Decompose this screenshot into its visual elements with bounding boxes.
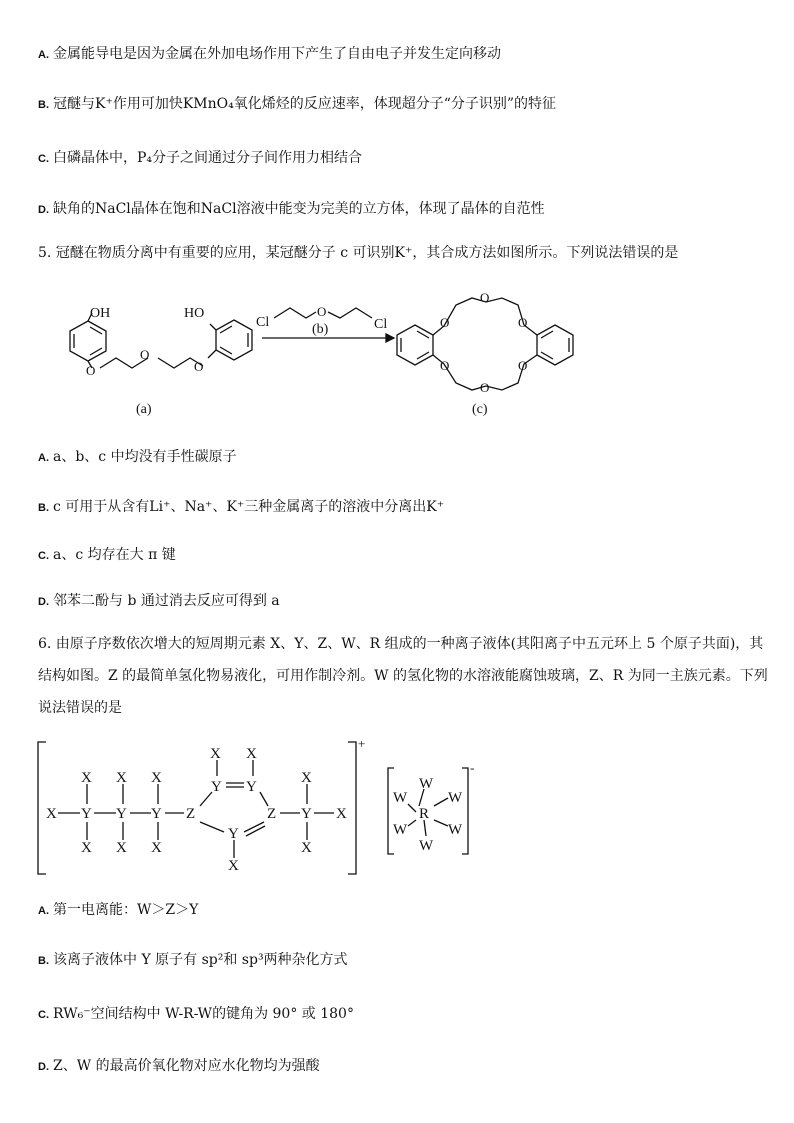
option-label: D. (38, 596, 49, 608)
atom-w: W (448, 790, 463, 806)
atom-x: X (301, 770, 312, 786)
option-text: 邻苯二酚与 b 通过消去反应可得到 a (53, 593, 280, 609)
atom-z: Z (186, 806, 196, 822)
atom-w: W (448, 822, 463, 838)
atom-x: X (46, 806, 57, 822)
q5-option-a (38, 447, 237, 468)
oxygen-label: O (480, 380, 490, 395)
q6-option-d (38, 1056, 320, 1077)
option-text: Z、W 的最高价氧化物对应水化物均为强酸 (53, 1058, 320, 1074)
q6-stem-line2: 结构如图。Z 的最简单氢化物易液化，可用作制冷剂。W 的氢化物的水溶液能腐蚀玻璃，Z、R 为同一主族元素。下列 (38, 668, 768, 684)
option-label: A. (38, 49, 49, 61)
atom-y: Y (211, 779, 222, 795)
q4-option-b (38, 94, 556, 115)
q5-option-c (38, 545, 176, 566)
option-text: a、b、c 中均没有手性碳原子 (53, 449, 237, 465)
atom-w: W (393, 790, 408, 806)
atom-x: X (336, 806, 347, 822)
option-text: 冠醚与K⁺作用可加快KMnO₄氧化烯烃的反应速率，体现超分子“分子识别”的特征 (53, 96, 557, 112)
benzene-ring-c-right (537, 325, 573, 365)
option-label: B. (38, 955, 49, 967)
charge-plus: + (358, 736, 366, 751)
atom-x: X (246, 746, 257, 762)
option-text: RW₆⁻空间结构中 W-R-W的键角为 90° 或 180° (53, 1006, 354, 1022)
oxygen-label: O (86, 363, 96, 378)
q6-option-b (38, 950, 348, 971)
atom-y: Y (301, 806, 312, 822)
hydroxyl-label: OH (90, 306, 111, 321)
atom-x: X (81, 770, 92, 786)
oxygen-label: O (194, 359, 204, 374)
option-text: 该离子液体中 Y 原子有 sp²和 sp³两种杂化方式 (53, 952, 348, 968)
option-label: C. (38, 1009, 49, 1021)
atom-x: X (151, 840, 162, 856)
oxygen-label: O (317, 304, 327, 319)
atom-y: Y (228, 826, 239, 842)
atom-z: Z (267, 806, 277, 822)
option-text: 白磷晶体中，P₄分子之间通过分子间作用力相结合 (53, 150, 363, 166)
oxygen-label: O (518, 358, 528, 373)
compound-a-label: (a) (136, 402, 152, 417)
option-label: B. (38, 99, 49, 111)
option-text: 缺角的NaCl晶体在饱和NaCl溶液中能变为完美的立方体，体现了晶体的自范性 (53, 201, 545, 217)
option-label: D. (38, 1061, 49, 1073)
crown-ether-synthesis-diagram (30, 280, 590, 430)
option-label: A. (38, 452, 49, 464)
atom-w: W (419, 776, 434, 792)
q6-option-c (38, 1004, 354, 1025)
chlorine-label: Cl (374, 317, 388, 332)
atom-x: X (116, 770, 127, 786)
atom-r: R (419, 806, 430, 822)
compound-b-label: (b) (312, 322, 329, 337)
ionic-liquid-structure-diagram (34, 736, 514, 881)
option-label: B. (38, 502, 49, 514)
q4-option-c (38, 148, 362, 169)
q6-stem-line1: 6. 由原子序数依次增大的短周期元素 X、Y、Z、W、R 组成的一种离子液体(其阳离子中五元环上 5 个原子共面)，其 (38, 636, 764, 652)
q6-option-a (38, 900, 198, 921)
atom-x: X (210, 746, 221, 762)
oxygen-label: O (440, 315, 450, 330)
option-label: D. (38, 204, 49, 216)
atom-y: Y (81, 806, 92, 822)
charge-minus: - (470, 760, 475, 775)
option-text: a、c 均存在大 π 键 (53, 547, 176, 563)
compound-c-label: (c) (472, 402, 488, 417)
q5-option-b (38, 497, 444, 518)
atom-x: X (301, 840, 312, 856)
oxygen-label: O (480, 290, 490, 305)
atom-y: Y (246, 779, 257, 795)
option-text: 金属能导电是因为金属在外加电场作用下产生了自由电子并发生定向移动 (53, 46, 501, 62)
option-text: c 可用于从含有Li⁺、Na⁺、K⁺三种金属离子的溶液中分离出K⁺ (53, 499, 445, 515)
atom-x: X (151, 770, 162, 786)
atom-w: W (419, 838, 434, 854)
atom-x: X (81, 840, 92, 856)
q4-option-d (38, 199, 545, 220)
atom-y: Y (151, 806, 162, 822)
oxygen-label: O (518, 315, 528, 330)
chlorine-label: Cl (256, 315, 270, 330)
option-label: C. (38, 153, 49, 165)
oxygen-label: O (440, 358, 450, 373)
atom-x: X (228, 858, 239, 874)
hydroxyl-label: HO (184, 306, 205, 321)
option-label: C. (38, 550, 49, 562)
q5-option-d (38, 591, 280, 612)
q6-stem-line3: 说法错误的是 (38, 700, 122, 716)
atom-x: X (116, 840, 127, 856)
q4-option-a (38, 44, 501, 65)
oxygen-label: O (140, 347, 150, 362)
q5-stem: 5. 冠醚在物质分离中有重要的应用，某冠醚分子 c 可识别K⁺，其合成方法如图所示。下列说法错误的是 (38, 245, 679, 261)
option-text: 第一电离能：W＞Z＞Y (53, 902, 199, 918)
benzene-ring-c-left (397, 325, 433, 365)
option-label: A. (38, 905, 49, 917)
benzene-ring-left (70, 321, 106, 361)
atom-y: Y (116, 806, 127, 822)
benzene-ring-right (216, 320, 252, 360)
atom-w: W (393, 822, 408, 838)
